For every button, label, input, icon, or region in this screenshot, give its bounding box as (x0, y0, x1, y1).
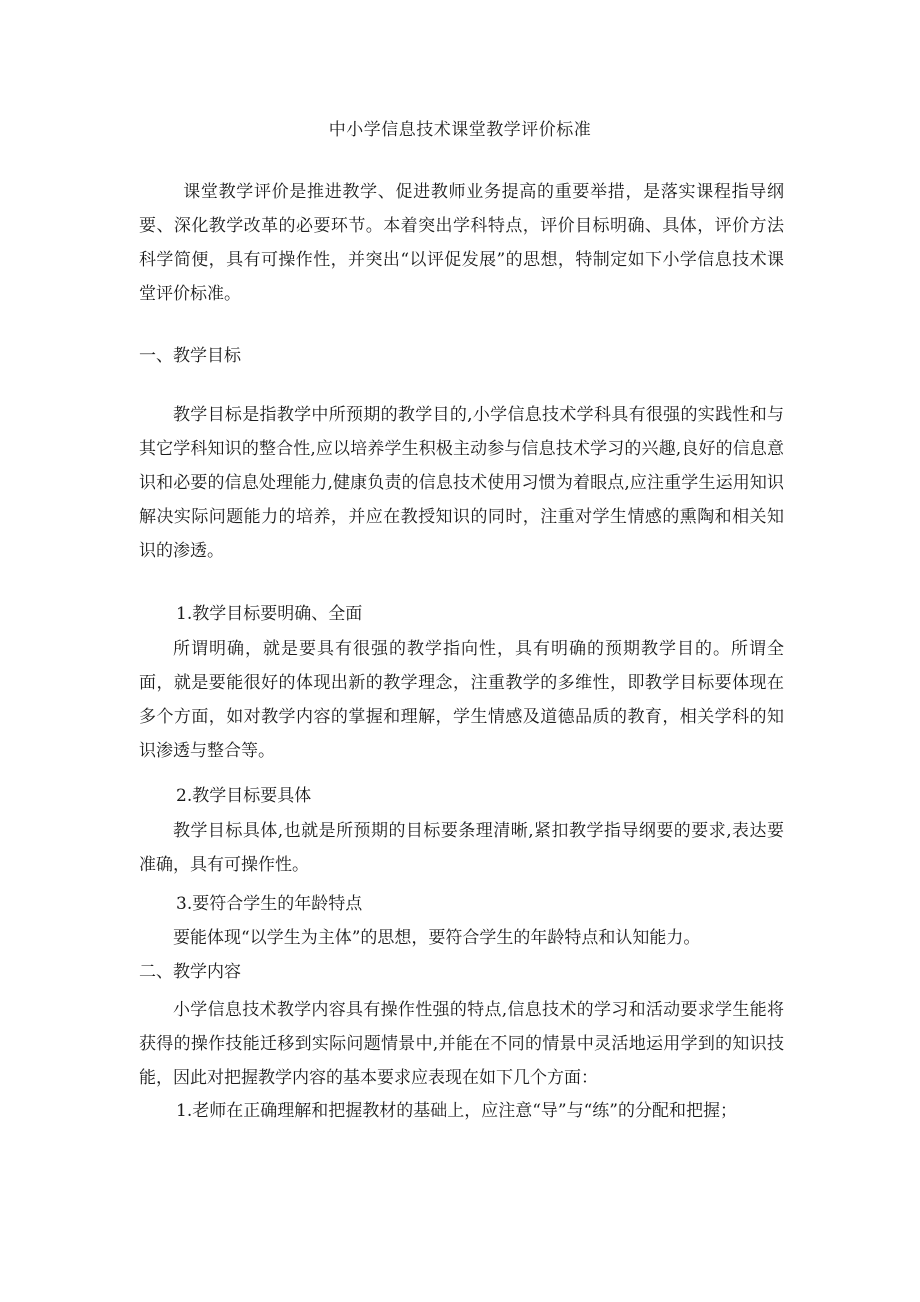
goal-1-paragraph: 所谓明确，就是要具有很强的教学指向性，具有明确的预期教学目的。所谓全面，就是要能很好的体现出新的教学理念，注重教学的多维性，即教学目标要体现在多个方面，如对教学内容的掌握和理解，学生情感及道德品质的教育，相关学科的知识渗透与整合等。 (139, 639, 784, 761)
teaching-goals-paragraph: 教学目标是指教学中所预期的教学目的,小学信息技术学科具有很强的实践性和与其它学科知识的整合性,应以培养学生积极主动参与信息技术学习的兴趣,良好的信息意识和必要的信息处理能力,健康负责的信息技术使用习惯为着眼点,应注重学生运用知识解决实际问题能力的培养，并应在教授知识的同时，注重对学生情感的熏陶和相关知识的渗透。 (139, 405, 784, 561)
goal-2-paragraph: 教学目标具体,也就是所预期的目标要条理清晰,紧扣教学指导纲要的要求,表达要准确，具有可操作性。 (139, 821, 784, 875)
goal-3-paragraph: 要能体现“以学生为主体”的思想，要符合学生的年龄特点和认知能力。 (173, 928, 701, 948)
section-heading-teaching-content: 二、教学内容 (139, 962, 241, 982)
content-item-1: 1.老师在正确理解和把握教材的基础上，应注意“导”与“练”的分配和把握； (176, 1101, 737, 1121)
subheading-goal-1: 1.教学目标要明确、全面 (176, 604, 363, 624)
subheading-goal-3: 3.要符合学生的年龄特点 (176, 894, 363, 914)
document-title: 中小学信息技术课堂教学评价标准 (328, 120, 592, 140)
intro-paragraph: 课堂教学评价是推进教学、促进教师业务提高的重要举措，是落实课程指导纲要、深化教学改革的必要环节。本着突出学科特点，评价目标明确、具体，评价方法科学简便，具有可操作性，并突出“以评促发展”的思想，特制定如下小学信息技术课堂评价标准。 (139, 182, 784, 304)
subheading-goal-2: 2.教学目标要具体 (176, 786, 312, 806)
teaching-content-paragraph: 小学信息技术教学内容具有操作性强的特点,信息技术的学习和活动要求学生能将获得的操作技能迁移到实际问题情景中,并能在不同的情景中灵活地运用学到的知识技能，因此对把握教学内容的基本要求应表现在如下几个方面： (139, 1000, 784, 1088)
section-heading-teaching-goals: 一、教学目标 (139, 346, 241, 366)
